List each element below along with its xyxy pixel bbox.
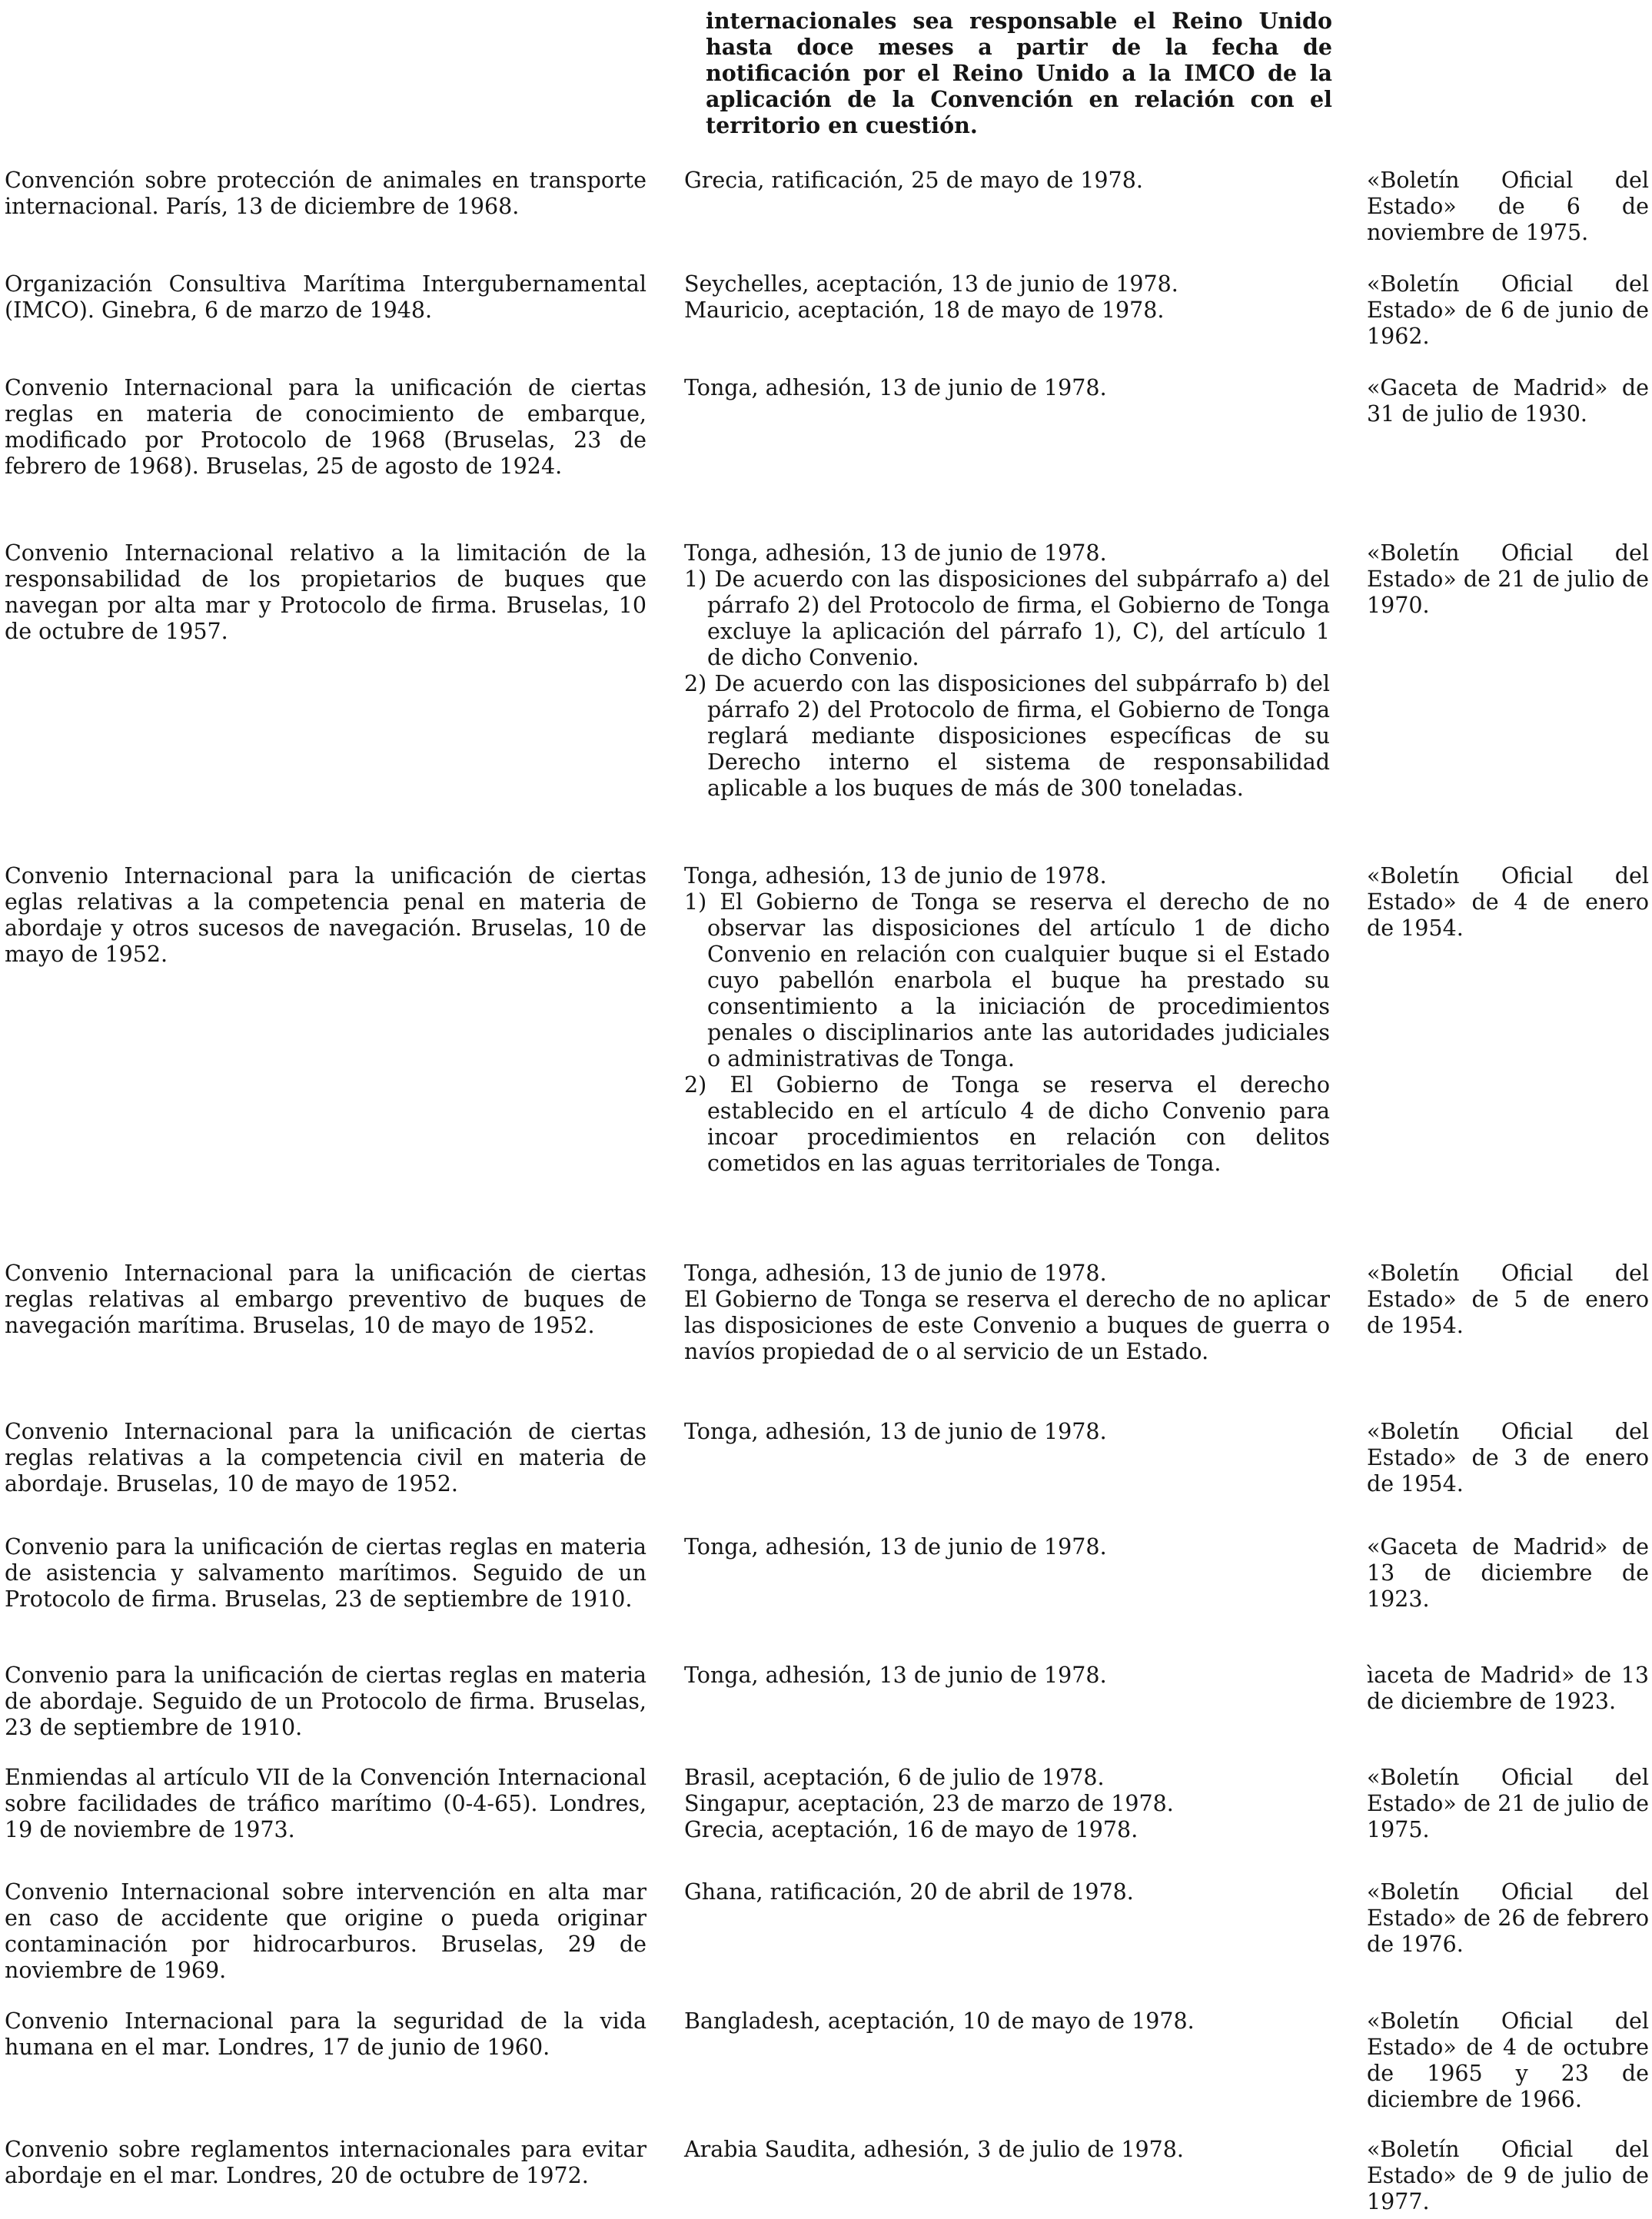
action-entry: Tonga, adhesión, 13 de junio de 1978. — [684, 1534, 1107, 1560]
publication-reference: «Boletín Oficial del Estado» de 9 de julio de 1977. — [1367, 2137, 1649, 2214]
state-actions — [684, 1765, 1330, 1843]
action-entry: Tonga, adhesión, 13 de junio de 1978. — [684, 1419, 1107, 1444]
state-actions — [684, 168, 1330, 194]
treaty-title: Convenio para la unificación de ciertas reglas en materia de asistencia y salvamento marítimos. Seguido de un Protocolo de firma. Bruselas, 23 de septiembre de 1910. — [5, 1534, 647, 1612]
reservation-note: 1) El Gobierno de Tonga se reserva el derecho de no observar las disposiciones del artículo 1 de dicho Convenio en relación con cualquier buque si el Estado cuyo pabellón enarbola el buque ha prestado su consentimiento a la iniciación de procedimientos penales o disciplinarios ante las autoridades judiciales o administrativas de Tonga. — [684, 889, 1330, 1071]
state-actions — [684, 1879, 1330, 1905]
treaty-title: Convenio Internacional para la unificación de ciertas reglas relativas a la competencia civil en materia de abordaje. Bruselas, 10 de mayo de 1952. — [5, 1419, 647, 1496]
action-entry: Tonga, adhesión, 13 de junio de 1978. — [684, 375, 1107, 400]
state-actions — [684, 1663, 1330, 1689]
action-entry: Grecia, ratificación, 25 de mayo de 1978. — [684, 168, 1143, 193]
action-entry: Tonga, adhesión, 13 de junio de 1978. — [684, 1261, 1107, 1286]
publication-reference: «Boletín Oficial del Estado» de 5 de enero de 1954. — [1367, 1261, 1649, 1338]
treaty-title: Convenio Internacional para la unificación de ciertas reglas en materia de conocimiento de embarque, modificado por Protocolo de 1968 (Bruselas, 23 de febrero de 1968). Bruselas, 25 de agosto de 1924. — [5, 375, 647, 479]
action-entry: Mauricio, aceptación, 18 de mayo de 1978. — [684, 297, 1165, 323]
publication-reference: «Boletín Oficial del Estado» de 21 de julio de 1975. — [1367, 1765, 1649, 1842]
state-actions — [684, 863, 1330, 1177]
action-entry: Tonga, adhesión, 13 de junio de 1978. — [684, 1663, 1107, 1688]
action-entry: Singapur, aceptación, 23 de marzo de 1978. — [684, 1791, 1174, 1816]
publication-reference: «Boletín Oficial del Estado» de 21 de julio de 1970. — [1367, 540, 1649, 618]
treaty-title: Organización Consultiva Marítima Intergubernamental (IMCO). Ginebra, 6 de marzo de 1948. — [5, 271, 647, 323]
publication-reference: «Boletín Oficial del Estado» de 4 de octubre de 1965 y 23 de diciembre de 1966. — [1367, 2008, 1649, 2112]
treaty-title: Convenio Internacional para la seguridad de la vida humana en el mar. Londres, 17 de junio de 1960. — [5, 2008, 647, 2060]
treaty-title: Convenio sobre reglamentos internacionales para evitar abordaje en el mar. Londres, 20 de octubre de 1972. — [5, 2137, 647, 2188]
action-entry: Tonga, adhesión, 13 de junio de 1978. — [684, 540, 1107, 566]
publication-reference: «Gaceta de Madrid» de 31 de julio de 1930. — [1367, 375, 1649, 427]
reservation-note: 2) El Gobierno de Tonga se reserva el derecho establecido en el artículo 4 de dicho Convenio para incoar procedimientos en relación con delitos cometidos en las aguas territoriales de Tonga. — [684, 1072, 1330, 1176]
action-entry: Brasil, aceptación, 6 de julio de 1978. — [684, 1765, 1105, 1790]
publication-reference: «Boletín Oficial del Estado» de 26 de febrero de 1976. — [1367, 1879, 1649, 1957]
treaty-title: Convenio Internacional para la unificación de ciertas eglas relativas a la competencia penal en materia de abordaje y otros sucesos de navegación. Bruselas, 10 de mayo de 1952. — [5, 863, 647, 967]
treaty-title: Convenio Internacional para la unificación de ciertas reglas relativas al embargo preventivo de buques de navegación marítima. Bruselas, 10 de mayo de 1952. — [5, 1261, 647, 1338]
action-entry: Grecia, aceptación, 16 de mayo de 1978. — [684, 1817, 1138, 1842]
continued-paragraph: internacionales sea responsable el Reino Unido hasta doce meses a partir de la fecha de notificación por el Reino Unido a la IMCO de la aplicación de la Convención en relación con el territorio en cuestión. — [706, 8, 1332, 138]
reservation-note: 2) De acuerdo con las disposiciones del subpárrafo b) del párrafo 2) del Protocolo de firma, el Gobierno de Tonga reglará mediante disposiciones específicas de su Derecho interno el sistema de responsabilidad aplicable a los buques de más de 300 toneladas. — [684, 671, 1330, 801]
publication-reference: «Boletín Oficial del Estado» de 6 de noviembre de 1975. — [1367, 168, 1649, 245]
state-actions — [684, 1419, 1330, 1445]
treaty-title: Convenio Internacional sobre intervención en alta mar en caso de accidente que origine o pueda originar contaminación por hidrocarburos. Bruselas, 29 de noviembre de 1969. — [5, 1879, 647, 1983]
action-entry: Tonga, adhesión, 13 de junio de 1978. — [684, 863, 1107, 889]
publication-reference: «Gaceta de Madrid» de 13 de diciembre de 1923. — [1367, 1534, 1649, 1612]
state-actions — [684, 2137, 1330, 2163]
treaty-title: Enmiendas al artículo VII de la Convención Internacional sobre facilidades de tráfico marítimo (0-4-65). Londres, 19 de noviembre de 1973. — [5, 1765, 647, 1842]
treaty-title: Convenio para la unificación de ciertas reglas en materia de abordaje. Seguido de un Protocolo de firma. Bruselas, 23 de septiembre de 1910. — [5, 1663, 647, 1740]
action-entry: Seychelles, aceptación, 13 de junio de 1978. — [684, 271, 1178, 297]
publication-reference: «Boletín Oficial del Estado» de 6 de junio de 1962. — [1367, 271, 1649, 349]
publication-reference: «Boletín Oficial del Estado» de 4 de enero de 1954. — [1367, 863, 1649, 941]
reservation-note: 1) De acuerdo con las disposiciones del subpárrafo a) del párrafo 2) del Protocolo de firma, el Gobierno de Tonga excluye la aplicación del párrafo 1), C), del artículo 1 de dicho Convenio. — [684, 566, 1330, 670]
action-entry: Arabia Saudita, adhesión, 3 de julio de 1978. — [684, 2137, 1184, 2162]
publication-reference: «Boletín Oficial del Estado» de 3 de enero de 1954. — [1367, 1419, 1649, 1496]
state-actions — [684, 375, 1330, 401]
state-actions — [684, 1534, 1330, 1560]
reservation-note: El Gobierno de Tonga se reserva el derecho de no aplicar las disposiciones de este Convenio a buques de guerra o navíos propiedad de o al servicio de un Estado. — [684, 1287, 1330, 1364]
state-actions — [684, 2008, 1330, 2035]
publication-reference: ìaceta de Madrid» de 13 de diciembre de 1923. — [1367, 1663, 1649, 1714]
state-actions — [684, 271, 1330, 324]
treaty-title: Convención sobre protección de animales en transporte internacional. París, 13 de diciembre de 1968. — [5, 168, 647, 219]
action-entry: Bangladesh, aceptación, 10 de mayo de 1978. — [684, 2008, 1195, 2034]
action-entry: Ghana, ratificación, 20 de abril de 1978. — [684, 1879, 1134, 1905]
state-actions — [684, 1261, 1330, 1365]
state-actions — [684, 540, 1330, 802]
treaty-title: Convenio Internacional relativo a la limitación de la responsabilidad de los propietarios de buques que navegan por alta mar y Protocolo de firma. Bruselas, 10 de octubre de 1957. — [5, 540, 647, 644]
